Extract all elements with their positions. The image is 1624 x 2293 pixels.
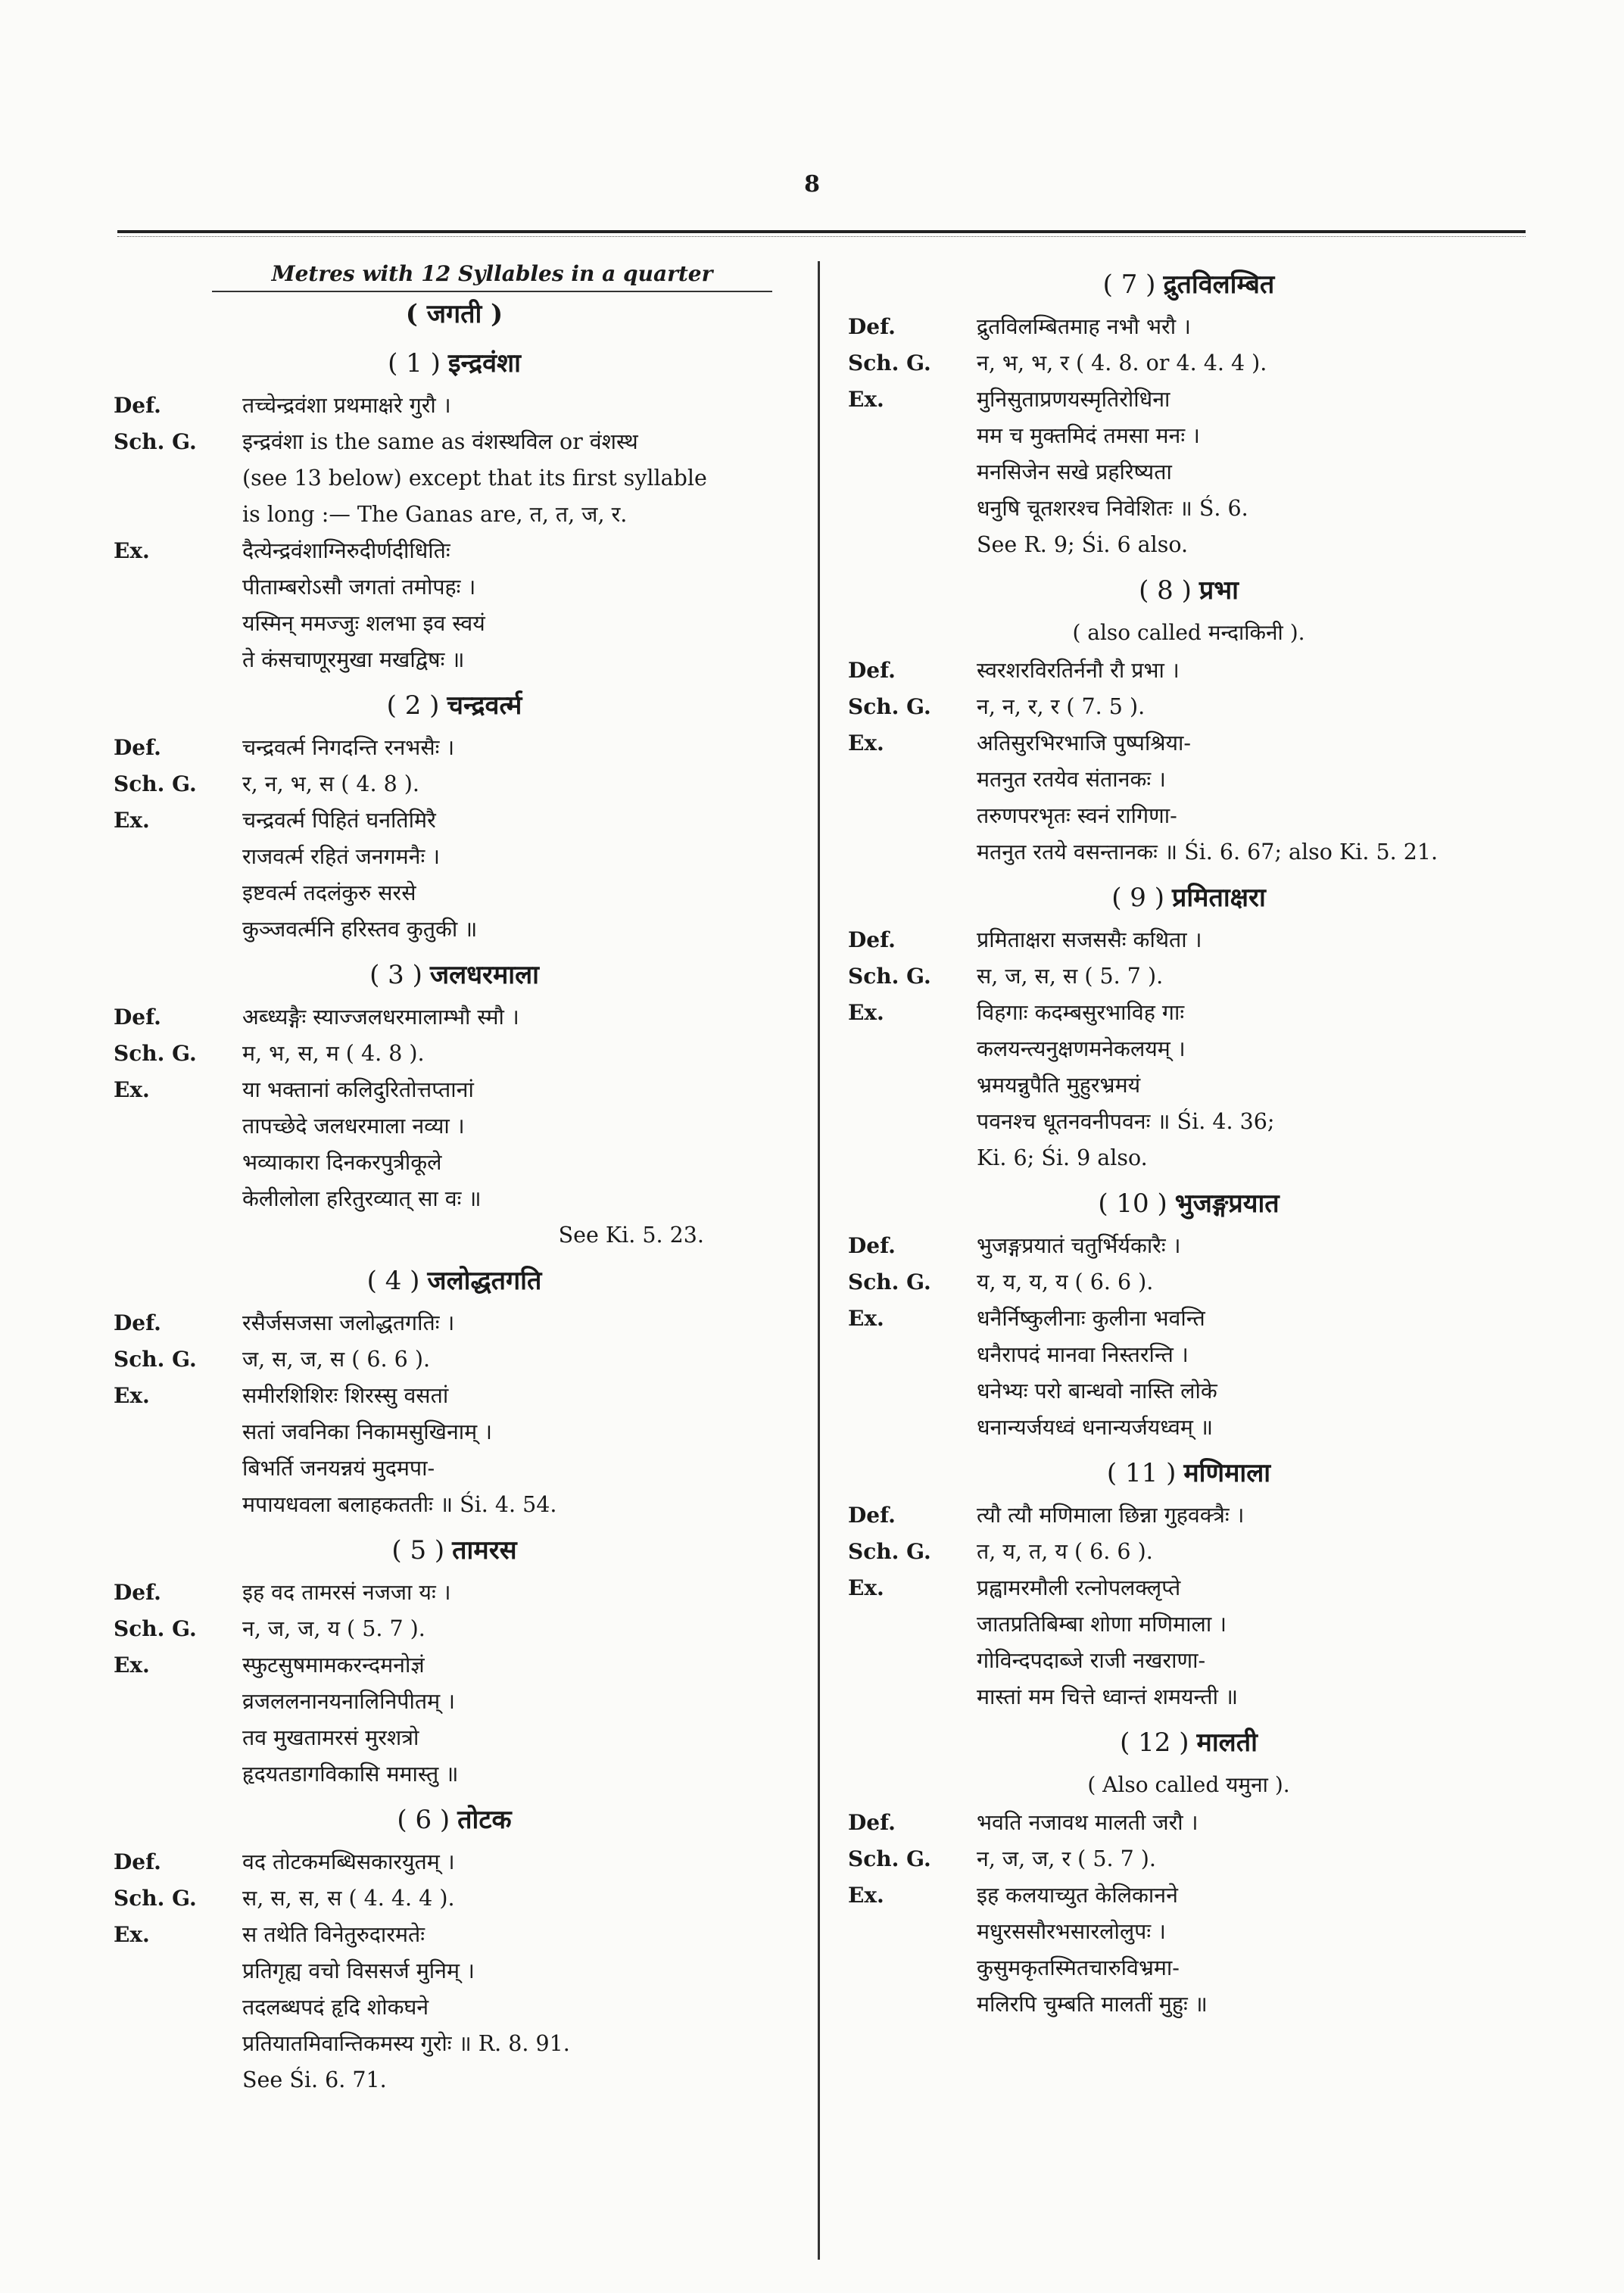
- example-row: [848, 995, 1529, 1031]
- example-label: Ex.: [114, 1922, 150, 1947]
- example-verse-line: पीताम्बरोऽसौ जगतां तमोपहः ।: [242, 575, 476, 600]
- example-verse-line: हृदयतडागविकासि ममास्तु ॥: [242, 1762, 459, 1787]
- scheme-row: [848, 689, 1529, 725]
- scheme-text: न, न, र, र ( 7. 5 ).: [977, 694, 1146, 719]
- metre-title: [848, 1449, 1529, 1497]
- scheme-row: [114, 1880, 795, 1917]
- metre-name: प्रभा: [1199, 575, 1239, 606]
- scheme-label: Sch. G.: [114, 429, 197, 454]
- definition-text: चन्द्रवर्त्म निगदन्ति रनभसैः ।: [242, 735, 455, 760]
- metre-title: [114, 1796, 795, 1844]
- example-verse-line: धनान्यर्जयध्वं धनान्यर्जयध्वम् ॥: [977, 1415, 1214, 1440]
- scheme-row: [848, 958, 1529, 995]
- metre-number: ( 9 ): [1111, 883, 1164, 913]
- example-verse-line: केलीलोला हरितुरव्यात् सा वः ॥: [242, 1186, 482, 1211]
- reference-note: Ki. 6; Śi. 9 also.: [977, 1145, 1148, 1170]
- scheme-row: [114, 1341, 795, 1378]
- definition-row: [114, 1844, 795, 1880]
- example-verse-line: भव्याकारा दिनकरपुत्रीकूले: [242, 1150, 442, 1175]
- example-label: Ex.: [114, 538, 150, 563]
- definition-row: [848, 1805, 1529, 1841]
- example-verse-line: स तथेति विनेतुरुदारमतेः: [242, 1922, 425, 1947]
- scheme-text: ज, स, ज, स ( 6. 6 ).: [242, 1347, 431, 1372]
- metre-name: मणिमाला: [1183, 1458, 1271, 1488]
- definition-label: Def.: [848, 1810, 896, 1835]
- example-verse-line: दैत्येन्द्रवंशाग्निरुदीर्णदीधितिः: [242, 538, 450, 563]
- definition-label: Def.: [114, 735, 161, 760]
- metre-entry: [848, 874, 1529, 1176]
- example-verse-line: व्रजललनानयनालिनिपीतम् ।: [242, 1689, 456, 1714]
- example-verse-line: चन्द्रवर्त्म पिहितं घनतिमिरै: [242, 808, 436, 833]
- example-verse-line: मलिरपि चुम्बति मालतीं मुहुः ॥: [977, 1992, 1208, 2017]
- scheme-text: स, ज, स, स ( 5. 7 ).: [977, 964, 1164, 989]
- definition-label: Def.: [848, 1503, 896, 1528]
- example-label: Ex.: [848, 1306, 884, 1331]
- example-row: [114, 533, 795, 569]
- example-label: Ex.: [114, 1383, 150, 1408]
- metre-entry: [114, 1796, 795, 2098]
- scheme-label: Sch. G.: [848, 694, 931, 719]
- definition-text: तच्चेन्द्रवंशा प्रथमाक्षरे गुरौ ।: [242, 393, 451, 418]
- scheme-label: Sch. G.: [114, 1041, 197, 1066]
- example-label: Ex.: [848, 731, 884, 756]
- example-verse-line: गोविन्दपदाब्जे राजी नखराणा-: [977, 1648, 1206, 1673]
- definition-label: Def.: [848, 314, 896, 339]
- definition-text: इह वद तामरसं नजजा यः ।: [242, 1580, 451, 1605]
- example-verse-line: मधुरससौरभसारलोलुपः ।: [977, 1919, 1166, 1944]
- example-label: Ex.: [848, 1883, 884, 1908]
- definition-text: रसैर्जसजसा जलोद्धतगतिः ।: [242, 1310, 455, 1335]
- metre-entry: [114, 1257, 795, 1523]
- scheme-text: न, ज, ज, य ( 5. 7 ).: [242, 1616, 425, 1641]
- metre-entry: [114, 339, 795, 678]
- example-verse-line: प्रतियातमिवान्तिकमस्य गुरोः ॥ R. 8. 91.: [242, 2031, 570, 2056]
- example-label: Ex.: [114, 808, 150, 833]
- metre-title: [848, 566, 1529, 615]
- metre-entry: [114, 681, 795, 948]
- example-row: [114, 1378, 795, 1414]
- definition-row: [114, 1305, 795, 1341]
- scheme-row: [848, 1264, 1529, 1301]
- right-metre-list: [848, 260, 1529, 2023]
- example-verse-line: प्रतिगृह्य वचो विससर्ज मुनिम् ।: [242, 1958, 475, 1983]
- metre-title: [848, 1179, 1529, 1228]
- metre-name: द्रुतविलम्बित: [1163, 269, 1275, 300]
- definition-label: Def.: [114, 1005, 161, 1030]
- right-column: [848, 257, 1529, 2023]
- metre-title: [114, 1526, 795, 1575]
- metre-name: भुजङ्गप्रयात: [1174, 1189, 1280, 1219]
- example-verse-line: इष्टवर्त्म तदलंकुरु सरसे: [242, 880, 416, 905]
- scheme-row: [848, 345, 1529, 382]
- metre-number: ( 6 ): [397, 1805, 450, 1835]
- scheme-row: [848, 1534, 1529, 1570]
- metre-entry: [848, 1718, 1529, 2023]
- metre-name: प्रमिताक्षरा: [1172, 883, 1266, 913]
- example-verse-line: पवनश्च धूतनवनीपवनः ॥ Śi. 4. 36;: [977, 1109, 1275, 1134]
- definition-label: Def.: [848, 1233, 896, 1258]
- scheme-label: Sch. G.: [114, 1347, 197, 1372]
- definition-text: भुजङ्गप्रयातं चतुर्भिर्यकारैः ।: [977, 1233, 1181, 1258]
- example-verse-line: मुनिसुताप्रणयस्मृतिरोधिना: [977, 387, 1170, 412]
- example-label: Ex.: [848, 1000, 884, 1025]
- example-verse-line: राजवर्त्म रहितं जनगमनैः ।: [242, 844, 441, 869]
- definition-text: त्यौ त्यौ मणिमाला छिन्ना गुहवक्त्रैः ।: [977, 1503, 1245, 1528]
- example-verse-line: तदलब्धपदं हृदि शोकघने: [242, 1995, 429, 2020]
- metre-entry: [848, 260, 1529, 563]
- header-rule: [117, 230, 1526, 233]
- definition-row: [848, 653, 1529, 689]
- example-verse-line: ते कंसचाणूरमुखा मखद्विषः ॥: [242, 647, 465, 672]
- scheme-text: र, न, भ, स ( 4. 8 ).: [242, 771, 419, 796]
- definition-label: Def.: [114, 1580, 161, 1605]
- example-verse-line: अतिसुरभिरभाजि पुष्पश्रिया-: [977, 731, 1192, 756]
- reference-note: See Śi. 6. 71.: [242, 2067, 387, 2092]
- example-row: [848, 1570, 1529, 1606]
- example-verse-line: धनैरापदं मानवा निस्तरन्ति ।: [977, 1342, 1189, 1367]
- example-row: [114, 1917, 795, 1953]
- page-number: 8: [804, 171, 820, 198]
- definition-row: [114, 388, 795, 424]
- header-rule-dotted: [117, 236, 1526, 237]
- scheme-text: स, स, स, स ( 4. 4. 4 ).: [242, 1886, 455, 1911]
- example-verse-line: बिभर्ति जनयन्नयं मुदमपा-: [242, 1456, 435, 1481]
- metre-entry: [114, 951, 795, 1254]
- definition-row: [848, 1228, 1529, 1264]
- metre-title: [848, 1718, 1529, 1767]
- metre-number: ( 2 ): [386, 690, 440, 721]
- example-verse-line: तापच्छेदे जलधरमाला नव्या ।: [242, 1114, 465, 1139]
- metre-title: [848, 260, 1529, 309]
- example-row: [848, 1877, 1529, 1914]
- example-verse-line: मास्तां मम चित्ते ध्वान्तं शमयन्ती ॥: [977, 1684, 1239, 1709]
- example-verse-line: धनैर्निष्कुलीनाः कुलीना भवन्ति: [977, 1306, 1205, 1331]
- definition-row: [848, 922, 1529, 958]
- example-label: Ex.: [848, 387, 884, 412]
- definition-text: द्रुतविलम्बितमाह नभौ भरौ ।: [977, 314, 1191, 339]
- definition-text: अब्ध्यङ्गैः स्याज्जलधरमालाम्भौ स्मौ ।: [242, 1005, 519, 1030]
- example-verse-line: जातप्रतिबिम्बा शोणा मणिमाला ।: [977, 1612, 1227, 1637]
- example-row: [114, 1072, 795, 1108]
- column-divider: [818, 261, 820, 2260]
- left-metre-list: [114, 339, 795, 2098]
- scheme-label: Sch. G.: [848, 1270, 931, 1294]
- example-verse-line: स्फुटसुषमामकरन्दमनोज्ञं: [242, 1653, 425, 1678]
- example-verse-line: मतनुत रतयेव संतानकः ।: [977, 767, 1166, 792]
- metre-name: तोटक: [457, 1805, 512, 1835]
- metre-name: इन्द्रवंशा: [447, 348, 521, 379]
- definition-row: [848, 1497, 1529, 1534]
- reference-note: See R. 9; Śi. 6 also.: [977, 532, 1189, 557]
- metre-entry: [848, 566, 1529, 871]
- example-row: [848, 1301, 1529, 1337]
- scheme-text: य, य, य, य ( 6. 6 ).: [977, 1270, 1154, 1294]
- scheme-label: Sch. G.: [114, 1886, 197, 1911]
- scheme-label: Sch. G.: [848, 1846, 931, 1871]
- example-verse-line: कुसुमकृतस्मितचारुविभ्रमा-: [977, 1955, 1180, 1980]
- example-verse-line: तरुणपरभृतः स्वनं रागिणा-: [977, 803, 1177, 828]
- definition-label: Def.: [114, 393, 161, 418]
- scheme-text: न, ज, ज, र ( 5. 7 ).: [977, 1846, 1156, 1871]
- example-verse-line: भ्रमयन्नुपैति मुहुरभ्रमयं: [977, 1073, 1141, 1098]
- definition-text: स्वरशरविरतिर्ननौ रौ प्रभा ।: [977, 658, 1180, 683]
- metre-name: जलोद्धतगति: [427, 1266, 542, 1296]
- example-label: Ex.: [848, 1575, 884, 1600]
- definition-text: वद तोटकमब्धिसकारयुतम् ।: [242, 1849, 455, 1874]
- metre-note: ( Also called यमुना ).: [1087, 1772, 1290, 1797]
- definition-label: Def.: [848, 658, 896, 683]
- scheme-label: Sch. G.: [114, 771, 197, 796]
- example-verse-line: कुञ्जवर्त्मनि हरिस्तव कुतुकी ॥: [242, 917, 478, 942]
- example-label: Ex.: [114, 1653, 150, 1678]
- scheme-text: is long :— The Ganas are, त, त, ज, र.: [242, 502, 628, 527]
- example-verse-line: सतां जवनिका निकामसुखिनाम् ।: [242, 1419, 493, 1444]
- scheme-row: [114, 1036, 795, 1072]
- scheme-row: [114, 1611, 795, 1647]
- metre-number: ( 4 ): [366, 1266, 420, 1296]
- scheme-text: न, भ, भ, र ( 4. 8. or 4. 4. 4 ).: [977, 350, 1267, 375]
- example-verse-line: मम च मुक्तमिदं तमसा मनः ।: [977, 423, 1200, 448]
- scheme-text: इन्द्रवंशा is the same as वंशस्थविल or वंशस्थ: [242, 429, 638, 454]
- example-verse-line: धनुषि चूतशरश्च निवेशितः ॥ Ś. 6.: [977, 496, 1248, 521]
- example-label: Ex.: [114, 1077, 150, 1102]
- metre-entry: [848, 1449, 1529, 1715]
- example-verse-line: समीरशिशिरः शिरस्सु वसतां: [242, 1383, 449, 1408]
- example-verse-line: इह कलयाच्युत केलिकानने: [977, 1883, 1178, 1908]
- metre-number: ( 7 ): [1102, 269, 1156, 300]
- scheme-text: म, भ, स, म ( 4. 8 ).: [242, 1041, 425, 1066]
- metre-number: ( 3 ): [369, 960, 422, 990]
- definition-row: [114, 999, 795, 1036]
- scheme-label: Sch. G.: [848, 964, 931, 989]
- example-verse-line: मपायधवला बलाहकततीः ॥ Śi. 4. 54.: [242, 1492, 557, 1517]
- scheme-label: Sch. G.: [114, 1616, 197, 1641]
- metre-title: [114, 681, 795, 730]
- metre-entry: [114, 1526, 795, 1793]
- definition-row: [114, 1575, 795, 1611]
- example-verse-line: या भक्तानां कलिदुरितोत्तप्तानां: [242, 1077, 474, 1102]
- metre-name: तामरस: [452, 1535, 517, 1566]
- scheme-row: [114, 424, 795, 460]
- example-verse-line: तव मुखतामरसं मुरशत्रो: [242, 1725, 419, 1750]
- example-verse-line: विहगाः कदम्बसुरभाविह गाः: [977, 1000, 1185, 1025]
- definition-text: प्रमिताक्षरा सजससैः कथिता ।: [977, 927, 1202, 952]
- scheme-row: [848, 1841, 1529, 1877]
- metre-number: ( 10 ): [1098, 1189, 1167, 1219]
- metre-number: ( 5 ): [391, 1535, 445, 1566]
- definition-label: Def.: [114, 1849, 161, 1874]
- scheme-row: [114, 766, 795, 802]
- scheme-text: त, य, त, य ( 6. 6 ).: [977, 1539, 1153, 1564]
- metre-title: [848, 874, 1529, 922]
- example-verse-line: कलयन्त्यनुक्षणमनेकलयम् ।: [977, 1036, 1186, 1061]
- metre-name: चन्द्रवर्त्म: [447, 690, 522, 721]
- reference-note: See Ki. 5. 23.: [558, 1223, 704, 1248]
- metre-note: ( also called मन्दाकिनी ).: [1072, 620, 1305, 645]
- scheme-label: Sch. G.: [848, 1539, 931, 1564]
- metre-number: ( 1 ): [388, 348, 441, 379]
- metre-name: जलधरमाला: [429, 960, 539, 990]
- left-column: [114, 257, 795, 2098]
- example-verse-line: यस्मिन् ममज्जुः शलभा इव स्वयं: [242, 611, 485, 636]
- section-heading: Metres with 12 Syllables in a quarter: [212, 257, 772, 292]
- example-row: [114, 802, 795, 839]
- definition-row: [114, 730, 795, 766]
- metre-number: ( 8 ): [1139, 575, 1192, 606]
- metre-name: मालती: [1196, 1728, 1258, 1758]
- example-verse-line: प्रह्वामरमौली रत्नोपलक्लृप्ते: [977, 1575, 1181, 1600]
- example-verse-line: मतनुत रतये वसन्तानकः ॥ Śi. 6. 67; also Ki. 5. 21.: [977, 840, 1439, 865]
- example-row: [114, 1647, 795, 1684]
- metre-entry: [848, 1179, 1529, 1446]
- metre-title: [114, 1257, 795, 1305]
- scheme-text: (see 13 below) except that its first syllable: [242, 466, 707, 491]
- definition-row: [848, 309, 1529, 345]
- definition-text: भवति नजावथ मालती जरौ ।: [977, 1810, 1199, 1835]
- definition-label: Def.: [848, 927, 896, 952]
- scheme-label: Sch. G.: [848, 350, 931, 375]
- metre-class-name: ( जगती ): [405, 299, 503, 329]
- example-verse-line: धनेभ्यः परो बान्धवो नास्ति लोके: [977, 1379, 1217, 1404]
- example-row: [848, 725, 1529, 762]
- metre-number: ( 11 ): [1106, 1458, 1177, 1488]
- definition-label: Def.: [114, 1310, 161, 1335]
- example-row: [848, 382, 1529, 418]
- metre-title: [114, 951, 795, 999]
- example-verse-line: मनसिजेन सखे प्रहरिष्यता: [977, 460, 1172, 484]
- metre-title: [114, 339, 795, 388]
- metre-number: ( 12 ): [1120, 1728, 1189, 1758]
